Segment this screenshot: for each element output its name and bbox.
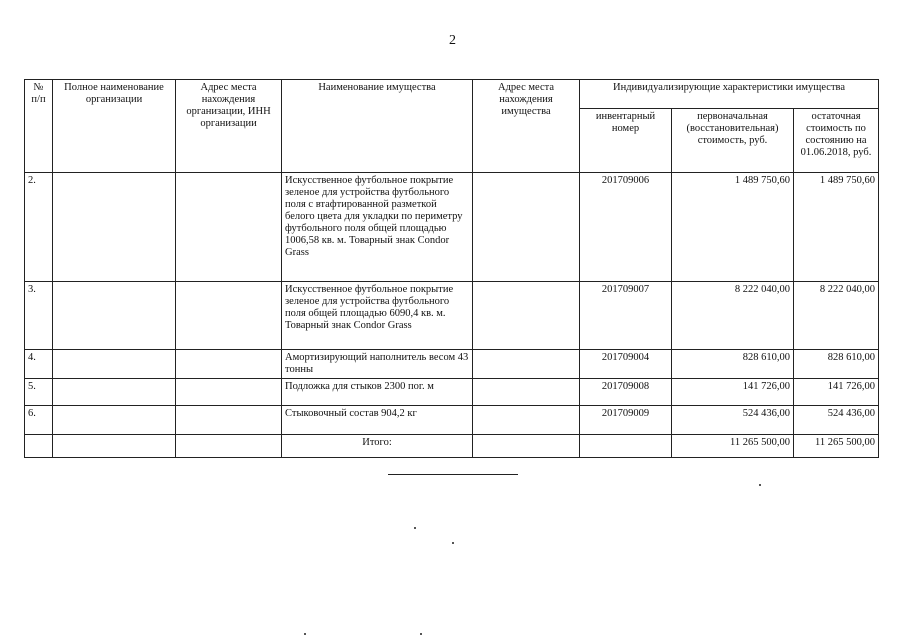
row-property-name: Подложка для стыков 2300 пог. м	[282, 379, 473, 406]
total-empty-cell	[25, 435, 53, 458]
total-row	[25, 435, 879, 458]
row-property-address	[473, 173, 580, 282]
row-residual-cost: 524 436,00	[794, 406, 879, 435]
row-residual-cost: 828 610,00	[794, 350, 879, 379]
page-number: 2	[449, 33, 456, 48]
table-row	[25, 379, 879, 406]
row-initial-cost: 141 726,00	[672, 379, 794, 406]
table-row	[25, 350, 879, 379]
row-residual-cost: 1 489 750,60	[794, 173, 879, 282]
total-initial-cost: 11 265 500,00	[672, 435, 794, 458]
header-residual-cost: остаточная стоимость по состоянию на 01.06.2018, руб.	[794, 109, 879, 173]
row-num: 5.	[25, 379, 53, 406]
total-empty-cell	[473, 435, 580, 458]
row-org-address	[176, 282, 282, 350]
closing-rule	[388, 474, 518, 475]
row-initial-cost: 828 610,00	[672, 350, 794, 379]
row-num: 2.	[25, 173, 53, 282]
row-inventory: 201709009	[580, 406, 672, 435]
total-label: Итого:	[282, 435, 473, 458]
header-num: № п/п	[25, 80, 53, 173]
scan-speck	[414, 527, 416, 529]
row-property-address	[473, 379, 580, 406]
header-row-1	[25, 80, 879, 109]
row-org-address	[176, 406, 282, 435]
row-inventory: 201709004	[580, 350, 672, 379]
table-row	[25, 173, 879, 282]
row-property-address	[473, 406, 580, 435]
row-property-name: Амортизирующий наполнитель весом 43 тонны	[282, 350, 473, 379]
row-initial-cost: 1 489 750,60	[672, 173, 794, 282]
row-inventory: 201709007	[580, 282, 672, 350]
row-org-name	[53, 173, 176, 282]
header-org-address: Адрес места нахождения организации, ИНН организации	[176, 80, 282, 173]
row-org-name	[53, 406, 176, 435]
row-property-address	[473, 282, 580, 350]
header-inventory: инвентарный номер	[580, 109, 672, 173]
header-org-name: Полное наименование организации	[53, 80, 176, 173]
scan-speck	[304, 633, 306, 635]
header-property-name: Наименование имущества	[282, 80, 473, 173]
row-num: 4.	[25, 350, 53, 379]
header-initial-cost: первоначальная (восстановительная) стоимость, руб.	[672, 109, 794, 173]
header-property-address: Адрес места нахождения имущества	[473, 80, 580, 173]
row-org-name	[53, 379, 176, 406]
total-empty-cell	[176, 435, 282, 458]
row-org-name	[53, 350, 176, 379]
row-initial-cost: 8 222 040,00	[672, 282, 794, 350]
row-property-name: Стыковочный состав 904,2 кг	[282, 406, 473, 435]
row-org-address	[176, 350, 282, 379]
scan-speck	[759, 484, 761, 486]
row-num: 3.	[25, 282, 53, 350]
scan-speck	[420, 633, 422, 635]
total-empty-cell	[580, 435, 672, 458]
row-num: 6.	[25, 406, 53, 435]
row-residual-cost: 8 222 040,00	[794, 282, 879, 350]
row-inventory: 201709006	[580, 173, 672, 282]
row-org-name	[53, 282, 176, 350]
total-residual-cost: 11 265 500,00	[794, 435, 879, 458]
scan-speck	[452, 542, 454, 544]
row-property-name: Искусственное футбольное покрытие зеленое для устройства футбольного поля с втафтированной разметкой белого цвета для укладки по периметру футбольного поля общей площадью 1006,58 кв. м. Товарный знак Condor Grass	[282, 173, 473, 282]
row-property-name: Искусственное футбольное покрытие зеленое для устройства футбольного поля общей площадью 6090,4 кв. м. Товарный знак Condor Grass	[282, 282, 473, 350]
row-property-address	[473, 350, 580, 379]
header-characteristics: Индивидуализирующие характеристики имущества	[580, 80, 879, 109]
row-org-address	[176, 173, 282, 282]
table-row	[25, 282, 879, 350]
total-empty-cell	[53, 435, 176, 458]
row-inventory: 201709008	[580, 379, 672, 406]
row-org-address	[176, 379, 282, 406]
property-table	[24, 79, 879, 458]
row-residual-cost: 141 726,00	[794, 379, 879, 406]
table-row	[25, 406, 879, 435]
row-initial-cost: 524 436,00	[672, 406, 794, 435]
